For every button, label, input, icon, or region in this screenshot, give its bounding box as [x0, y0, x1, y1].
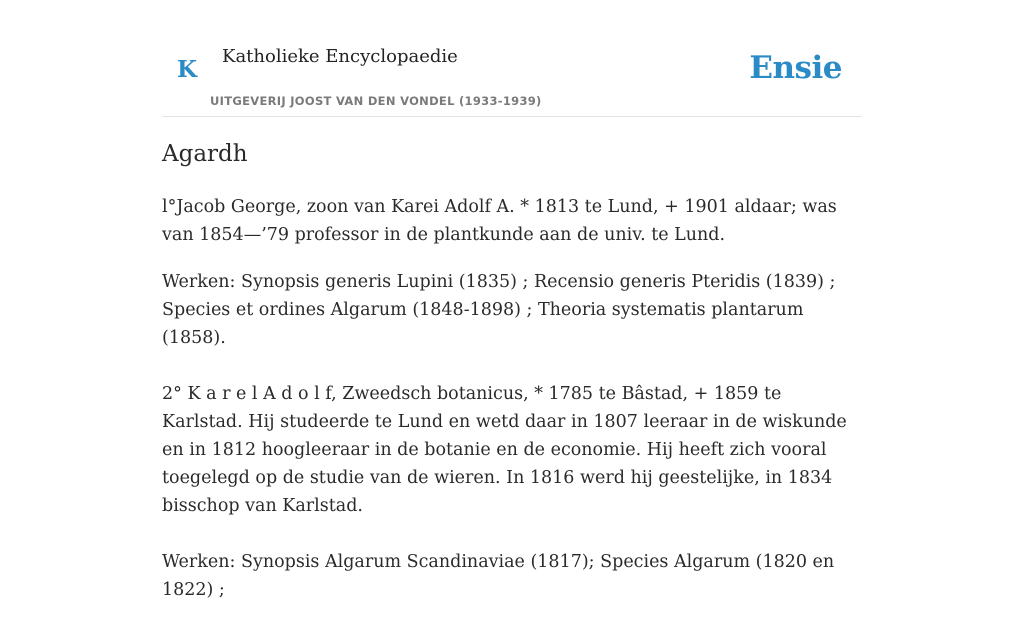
publisher-label: UITGEVERIJ JOOST VAN DEN VONDEL (1933-1939)	[210, 94, 542, 108]
book-logo-icon[interactable]: K	[177, 56, 197, 83]
article-paragraph-1: l°Jacob George, zoon van Karei Adolf A. * 1813 te Lund, + 1901 aldaar; was van 1854—’79 professor in de plantkunde aan de univ. te Lund.	[162, 197, 837, 245]
article-paragraph-2: Werken: Synopsis generis Lupini (1835) ; Recensio generis Pteridis (1839) ; Species et ordines Algarum (1848-1898) ; Theoria systematis plantarum (1858).	[162, 272, 836, 348]
entry-title: Agardh	[162, 141, 248, 167]
article-paragraph-3: 2° K a r e l A d o l f, Zweedsch botanicus, * 1785 te Bâstad, + 1859 te Karlstad. Hij studeerde te Lund en wetd daar in 1807 leeraar in de wiskunde en in 1812 hoogleeraar in de botanie en de economie. Hij heeft zich vooral toegelegd op de studie van de wieren. In 1816 werd hij geestelijke, in 1834 bisschop van Karlstad.	[162, 384, 847, 516]
site-header	[162, 40, 862, 117]
article-paragraph-4: Werken: Synopsis Algarum Scandinaviae (1817); Species Algarum (1820 en 1822) ;	[162, 552, 835, 600]
book-title-link[interactable]: Katholieke Encyclopaedie	[222, 46, 458, 67]
article-content	[162, 136, 862, 623]
ensie-logo-link[interactable]: Ensie	[749, 50, 842, 86]
